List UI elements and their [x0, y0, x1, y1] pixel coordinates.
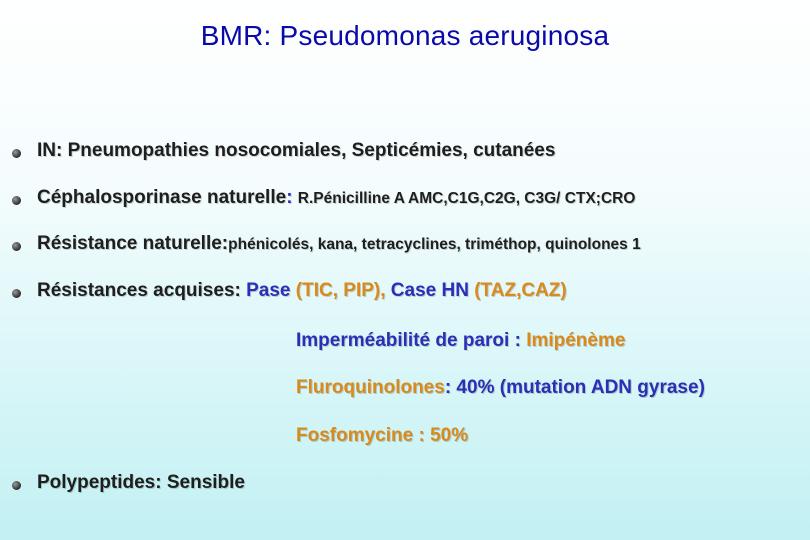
fosfomycine-label: Fosfomycine [296, 425, 414, 446]
fluroquinolones-label: Fluroquinolones [296, 377, 445, 398]
pase-text: Pase [246, 280, 291, 301]
polypeptides-text: Polypeptides: Sensible [37, 472, 245, 493]
pase-paren: (TIC, PIP), [295, 280, 386, 301]
bullet-dot-3 [12, 242, 21, 251]
fosfomycine-value: : 50% [418, 425, 469, 446]
bullet-resistances-acquises [37, 280, 567, 302]
sub-fosfomycine [296, 425, 468, 447]
resistance-naturelle-detail: phénicolés, kana, tetracyclines, triméthop, quinolones 1 [228, 236, 641, 253]
bullet-dot-1 [12, 149, 21, 158]
slide-title: BMR: Pseudomonas aeruginosa [200, 20, 610, 51]
bullet-dot-4 [12, 289, 21, 298]
bullet-polypeptides [37, 472, 245, 494]
sub-fluroquinolones [296, 377, 705, 399]
bullet-resistance-naturelle [37, 233, 641, 255]
impermeabilite-value: Imipénème [526, 330, 626, 351]
infections-text: IN: Pneumopathies nosocomiales, Septicémies, cutanées [37, 140, 556, 161]
resistance-naturelle-label: Résistance naturelle: [37, 233, 229, 254]
resistances-acquises-label: Résistances acquises: [37, 280, 241, 301]
bullet-infections [37, 140, 555, 162]
sub-impermeabilite [296, 330, 625, 352]
bullet-dot-2 [12, 196, 21, 205]
cephalosporinase-detail: R.Pénicilline A AMC,C1G,C2G, C3G/ CTX;CRO [297, 190, 636, 207]
cephalosporinase-label: Céphalosporinase naturelle [37, 187, 287, 208]
cephalosporinase-colon: : [286, 187, 293, 208]
case-hn-text: Case HN [390, 280, 469, 301]
case-hn-paren: (TAZ,CAZ) [474, 280, 567, 301]
impermeabilite-label: Imperméabilité de paroi : [296, 330, 521, 351]
fluroquinolones-value: : 40% (mutation ADN gyrase) [444, 377, 705, 398]
bullet-cephalosporinase [37, 187, 635, 209]
bullet-dot-5 [12, 481, 21, 490]
